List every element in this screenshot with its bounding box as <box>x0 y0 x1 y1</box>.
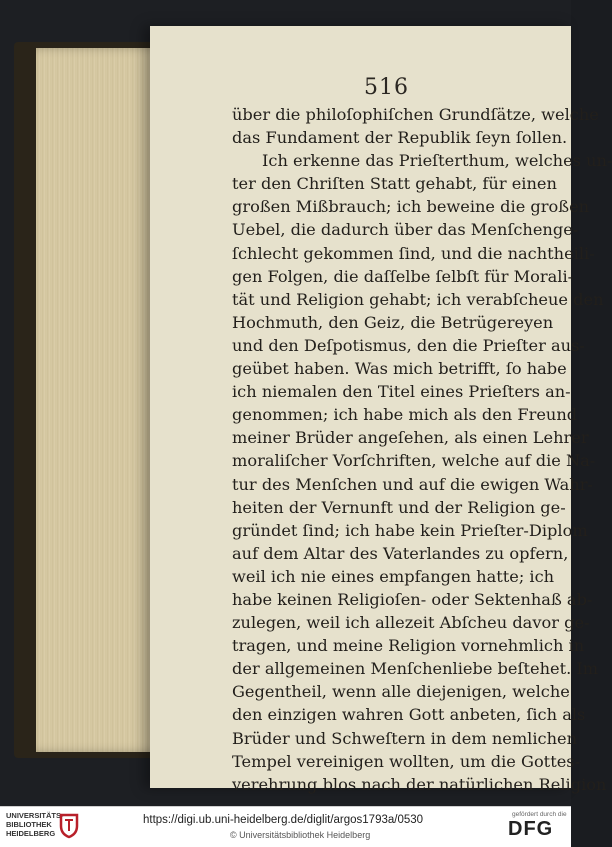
text-line: das Fundament der Republik ſeyn ſollen. <box>232 128 568 148</box>
text-line: weil ich nie eines empfangen hatte; ich <box>232 566 555 586</box>
library-seal-icon <box>58 812 80 838</box>
text-line: Brüder und Schweſtern in dem nemlichen <box>232 728 578 748</box>
text-line: ſchlecht gekommen ſind, und die nachtheili- <box>232 243 595 263</box>
text-line: habe keinen Religioſen- oder Sektenhaß ab- <box>232 589 593 609</box>
text-line: tragen, und meine Religion vornehmlich in <box>232 636 585 656</box>
text-line: geübet haben. Was mich betrifft, ſo habe <box>232 359 567 379</box>
text-line: großen Mißbrauch; ich beweine die großen <box>232 197 590 217</box>
page-text <box>232 103 612 796</box>
text-line: genommen; ich habe mich als den Freund <box>232 405 578 425</box>
text-line: ich niemalen den Titel eines Prieſters an- <box>232 382 571 402</box>
funding-note: gefördert durch die <box>512 811 567 818</box>
library-logo-line: BIBLIOTHEK <box>6 820 52 829</box>
library-logo-line: UNIVERSITÄTS- <box>6 811 64 820</box>
text-line: Gegentheil, wenn alle diejenigen, welche <box>232 682 570 702</box>
text-line: den einzigen wahren Gott anbeten, ſich als <box>232 705 586 725</box>
text-line: tur des Menſchen und auf die ewigen Wahr- <box>232 474 593 494</box>
text-line: heiten der Vernunft und der Religion ge- <box>232 497 566 517</box>
page-edges <box>36 48 164 752</box>
text-line: Ich erkenne das Prieſterthum, welches un- <box>262 151 612 171</box>
library-logo-text[interactable] <box>6 811 64 838</box>
page-number: 516 <box>364 75 409 100</box>
text-line: meiner Brüder angeſehen, als einen Lehrer <box>232 428 589 448</box>
text-line: verehrung blos nach der natürlichen Religion <box>232 774 607 794</box>
text-line: Hochmuth, den Geiz, die Betrügereyen <box>232 312 554 332</box>
text-line: der allgemeinen Menſchenliebe beſtehet. Im <box>232 659 599 679</box>
viewer-footer <box>0 806 571 847</box>
text-line: tät und Religion gehabt; ich verabſcheue den <box>232 289 604 309</box>
text-line: gen Folgen, die daſſelbe ſelbſt für Morali- <box>232 266 574 286</box>
text-line: moraliſcher Vorſchriften, welche auf die Na- <box>232 451 596 471</box>
library-logo-line: HEIDELBERG <box>6 829 56 838</box>
text-line: gründet ſind; ich habe kein Prieſter-Diplom <box>232 520 588 540</box>
dfg-logo[interactable]: DFG <box>508 818 554 840</box>
text-line: über die philoſophiſchen Grundſätze, welche <box>232 105 599 124</box>
text-line: Tempel vereinigen wollten, um die Gottes- <box>232 751 581 771</box>
text-line: auf dem Altar des Vaterlandes zu opfern, <box>232 543 569 563</box>
permalink-url[interactable]: https://digi.ub.uni-heidelberg.de/diglit/argos1793a/0530 <box>143 814 424 826</box>
text-line: ter den Chriſten Statt gehabt, für einen <box>232 174 557 194</box>
text-line: Uebel, die dadurch über das Menſchenge- <box>232 220 579 240</box>
copyright-notice: © Universitätsbibliothek Heidelberg <box>230 830 371 840</box>
text-line: zulegen, weil ich allezeit Abſcheu davor ge- <box>232 613 590 633</box>
text-line: und den Deſpotismus, den die Prieſter aus- <box>232 335 585 355</box>
